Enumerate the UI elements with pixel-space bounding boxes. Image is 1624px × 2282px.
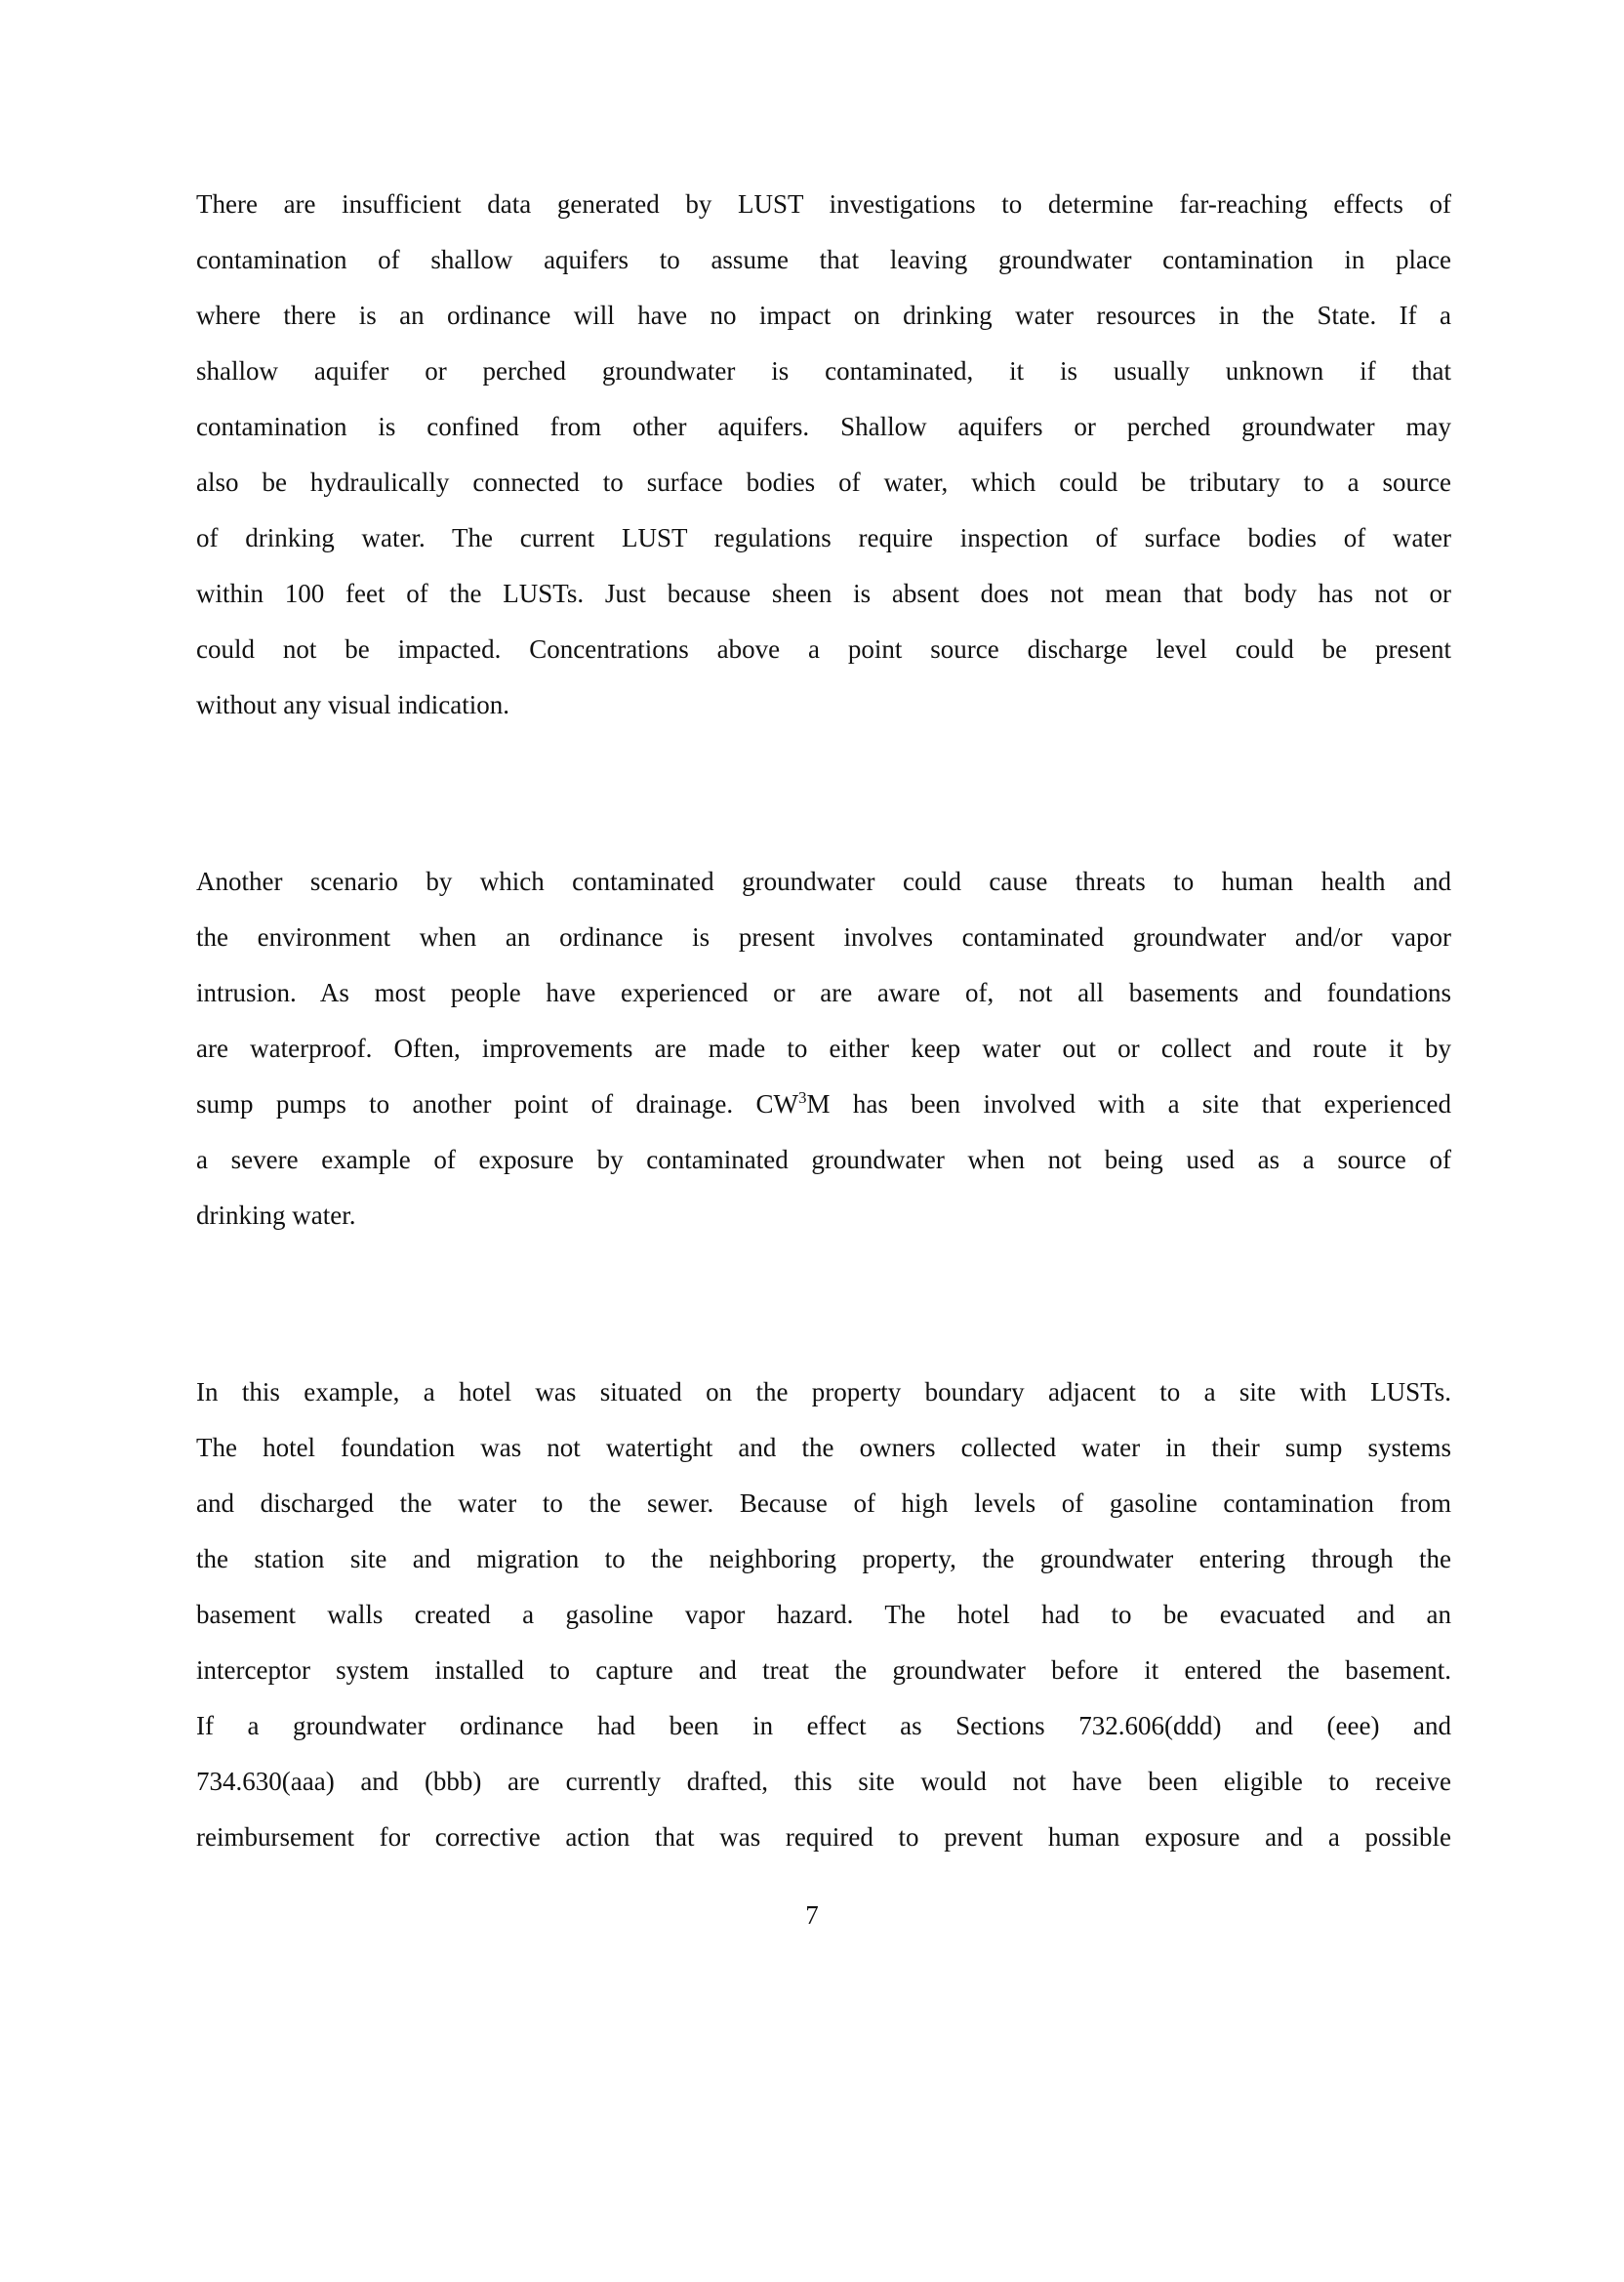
text-line: without any visual indication.: [196, 690, 509, 719]
text-line: the station site and migration to the neighboring property, the groundwater entering through the: [196, 1544, 1451, 1573]
text-line: also be hydraulically connected to surface bodies of water, which could be tributary to a source: [196, 468, 1451, 497]
text-line: within 100 feet of the LUSTs. Just because sheen is absent does not mean that body has not or: [196, 579, 1451, 608]
page-number: 7: [805, 1900, 819, 1930]
paragraph-3: [196, 1365, 1451, 1865]
text-line: In this example, a hotel was situated on the property boundary adjacent to a site with LUSTs.: [196, 1377, 1451, 1406]
text-line: There are insufficient data generated by LUST investigations to determine far-reaching effects of: [196, 189, 1451, 219]
text-line: shallow aquifer or perched groundwater is contaminated, it is usually unknown if that: [196, 356, 1451, 386]
text-line: of drinking water. The current LUST regulations require inspection of surface bodies of water: [196, 523, 1451, 552]
superscript: 3: [798, 1088, 807, 1107]
text-line: If a groundwater ordinance had been in effect as Sections 732.606(ddd) and (eee) and: [196, 1711, 1451, 1740]
text-line: the environment when an ordinance is present involves contaminated groundwater and/or vapor: [196, 922, 1451, 952]
text-line: Another scenario by which contaminated groundwater could cause threats to human health and: [196, 867, 1451, 896]
paragraph-2: [196, 854, 1451, 1243]
text-line: 734.630(aaa) and (bbb) are currently drafted, this site would not have been eligible to receive: [196, 1767, 1451, 1796]
text-line: are waterproof. Often, improvements are made to either keep water out or collect and route it by: [196, 1034, 1451, 1063]
text-line: interceptor system installed to capture and treat the groundwater before it entered the basement.: [196, 1655, 1451, 1685]
text-line: could not be impacted. Concentrations above a point source discharge level could be present: [196, 634, 1451, 664]
paragraph-1: [196, 177, 1451, 733]
text-line: drinking water.: [196, 1201, 356, 1230]
text-line: contamination of shallow aquifers to assume that leaving groundwater contamination in place: [196, 245, 1451, 274]
text-line: where there is an ordinance will have no impact on drinking water resources in the State. If a: [196, 301, 1451, 330]
text-line: The hotel foundation was not watertight and the owners collected water in their sump systems: [196, 1433, 1451, 1462]
text-line: intrusion. As most people have experienced or are aware of, not all basements and foundations: [196, 978, 1451, 1007]
text-line: and discharged the water to the sewer. Because of high levels of gasoline contamination from: [196, 1488, 1451, 1518]
text-line: reimbursement for corrective action that was required to prevent human exposure and a possible: [196, 1822, 1451, 1852]
text-line: basement walls created a gasoline vapor hazard. The hotel had to be evacuated and an: [196, 1600, 1451, 1629]
text-segment: sump pumps to another point of drainage. CW: [196, 1089, 798, 1119]
text-line: contamination is confined from other aquifers. Shallow aquifers or perched groundwater may: [196, 412, 1451, 441]
text-line: [196, 1077, 1451, 1132]
text-line: a severe example of exposure by contaminated groundwater when not being used as a source of: [196, 1145, 1451, 1174]
text-segment: M has been involved with a site that experienced: [806, 1089, 1451, 1119]
